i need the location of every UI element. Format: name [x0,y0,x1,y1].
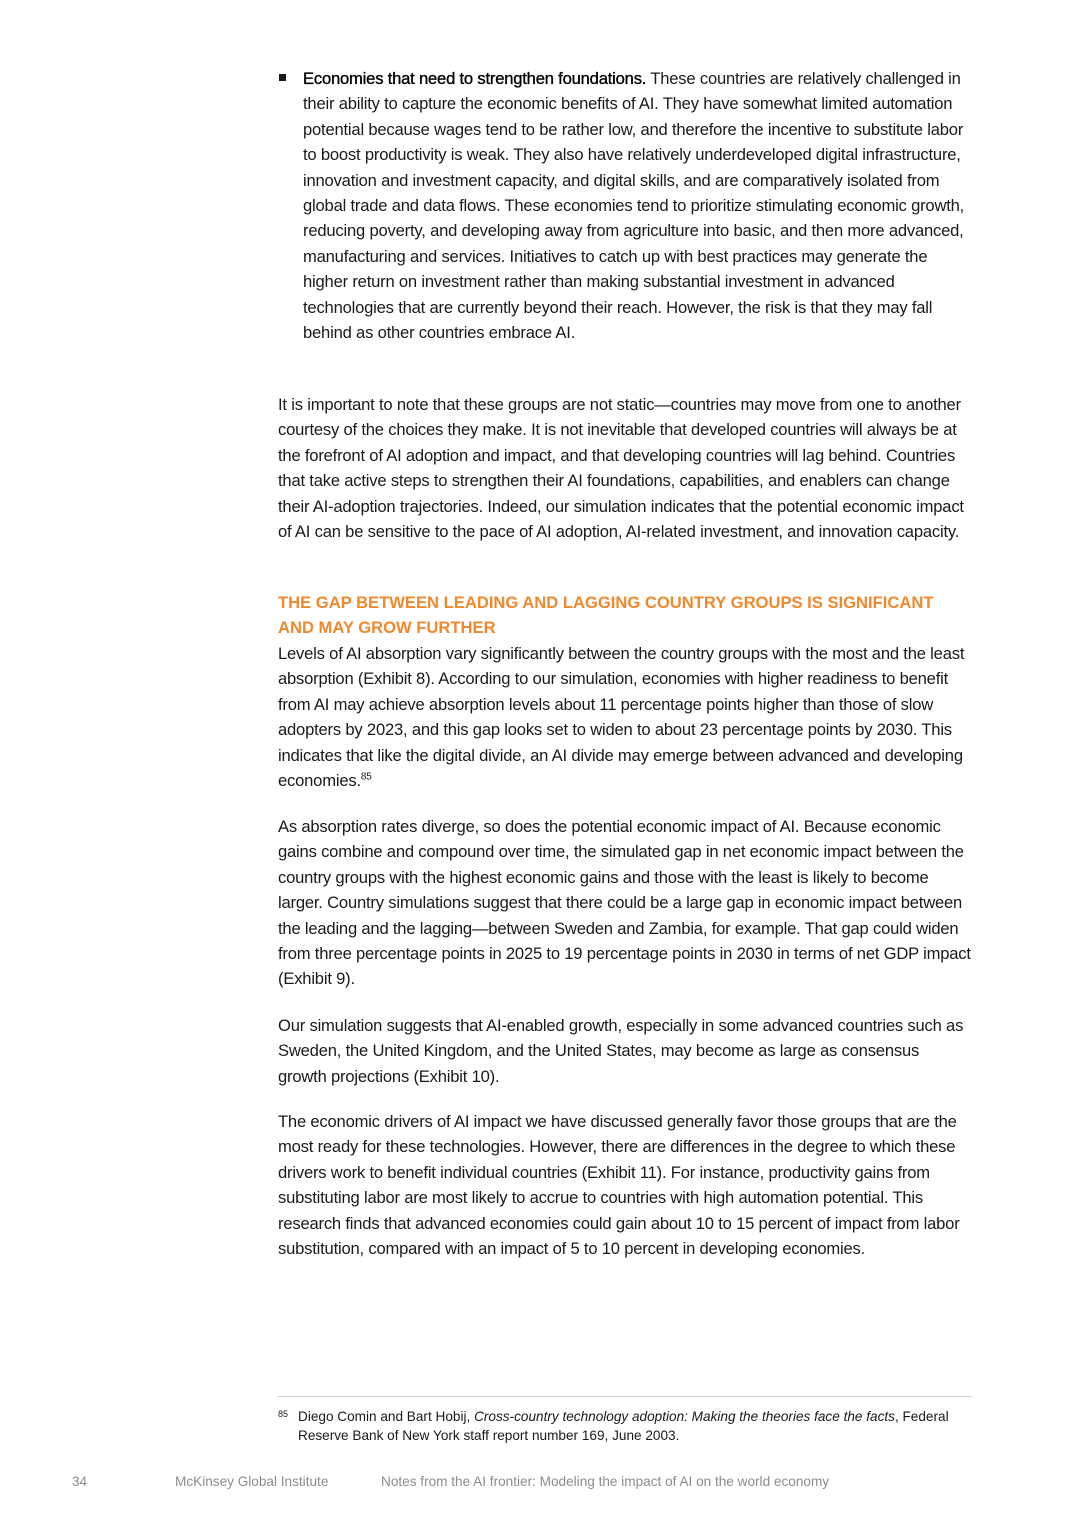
paragraph-2-text: Levels of AI absorption vary significantly between the country groups with the most and the least absorption (Exhibit 8). According to our simulation, economies with higher readiness to benefit from AI may achieve absorption levels about 11 percentage points higher than those of slow adopters by 2023, and this gap looks set to widen to about 23 percentage points by 2030. This indicates that like the digital divide, an AI divide may emerge between advanced and developing economies. [278,644,965,791]
footnote-number: 85 [278,1409,289,1419]
footer-report-title: Notes from the AI frontier: Modeling the impact of AI on the world economy [381,1474,830,1489]
footnote-text [278,1408,972,1445]
page-number: 34 [72,1474,88,1489]
footnote-title: Cross-country technology adoption: Making the theories face the facts [474,1409,895,1424]
square-bullet-icon [279,74,286,81]
bullet-list [278,66,972,345]
footnote-rest: , Federal Reserve Bank of New York staff report number 169, June 2003. [298,1409,949,1443]
section-heading: THE GAP BETWEEN LEADING AND LAGGING COUNTRY GROUPS IS SIGNIFICANT AND MAY GROW FURTHER [278,593,934,638]
paragraph-2 [278,641,972,793]
bullet-item [278,66,972,345]
paragraph-5: The economic drivers of AI impact we have discussed generally favor those groups that are the most ready for these technologies. However, there are differences in the degree to which these drivers work to benefit individual countries (Exhibit 11). For instance, productivity gains from substituting labor are most likely to accrue to countries with high automation potential. This research finds that advanced economies could gain about 10 to 15 percent of impact from labor substitution, compared with an impact of 5 to 10 percent in developing economies. [278,1112,960,1259]
footnote-ref: 85 [360,771,372,783]
footnote [278,1408,972,1445]
footnote-authors: Diego Comin and Bart Hobij, [298,1409,475,1424]
paragraph-4: Our simulation suggests that AI-enabled growth, especially in some advanced countries such as Sweden, the United Kingdom, and the United States, may become as large as consensus growth projections (Exhibit 10). [278,1016,964,1086]
bullet-lead: Economies that need to strengthen foundations. [303,69,647,88]
paragraph-1: It is important to note that these groups are not static—countries may move from one to another courtesy of the choices they make. It is not inevitable that developed countries will always be at the forefront of AI adoption and impact, and that developing countries will lag behind. Countries that take active steps to strengthen their AI foundations, capabilities, and enablers can change their AI-adoption trajectories. Indeed, our simulation indicates that the potential economic impact of AI can be sensitive to the pace of AI adoption, AI-related investment, and innovation capacity. [278,395,964,542]
paragraph-3: As absorption rates diverge, so does the potential economic impact of AI. Because economic gains combine and compound over time, the simulated gap in net economic impact between the country groups with the highest economic gains and those with the least is likely to become larger. Country simulations suggest that there could be a large gap in economic impact between the leading and the lagging—between Sweden and Zambia, for example. That gap could widen from three percentage points in 2025 to 19 percentage points in 2030 in terms of net GDP impact (Exhibit 9). [278,817,971,989]
footer-publisher: McKinsey Global Institute [175,1474,329,1489]
bullet-text: These countries are relatively challenged in their ability to capture the economic benefits of AI. They have somewhat limited automation potential because wages tend to be rather low, and therefore the incentive to substitute labor to boost productivity is weak. They also have relatively underdeveloped digital infrastructure, innovation and investment capacity, and digital skills, and are comparatively isolated from global trade and data flows. These economies tend to prioritize stimulating economic growth, reducing poverty, and developing away from agriculture into basic, and then more advanced, manufacturing and services. Initiatives to catch up with best practices may generate the higher return on investment rather than making substantial investment in advanced technologies that are currently beyond their reach. However, the risk is that they may fall behind as other countries embrace AI. [303,69,965,343]
footnote-divider [278,1396,972,1397]
